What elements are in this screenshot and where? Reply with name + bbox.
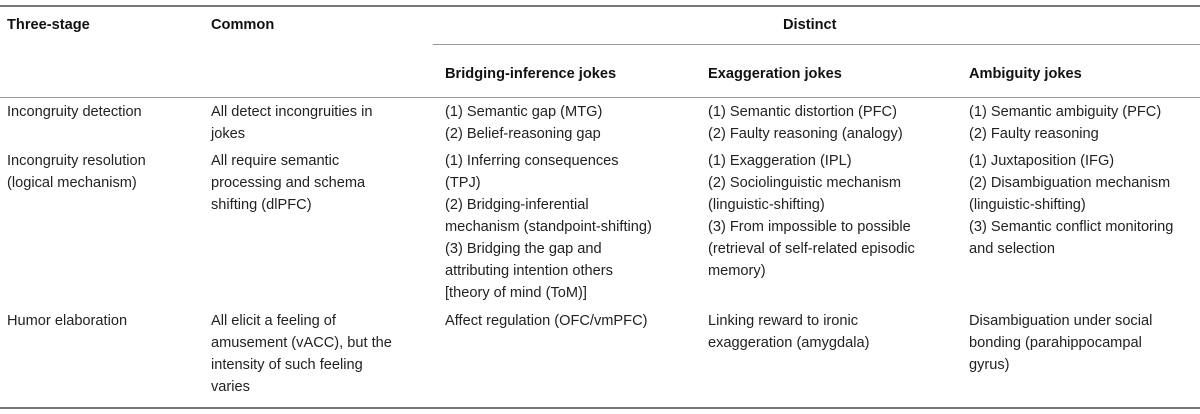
header-three-stage: Three-stage: [7, 17, 90, 33]
table-bottom-rule: [0, 407, 1200, 409]
header-distinct: Distinct: [783, 17, 837, 33]
row-elaboration-stage: Humor elaboration: [7, 313, 128, 329]
row-detection-common: All detect incongruities in jokes: [211, 104, 373, 142]
table-top-rule: [0, 5, 1200, 7]
row-elaboration-common: All elicit a feeling of amusement (vACC), but the intensity of such feeling varies: [211, 313, 392, 395]
row-resolution-ambiguity: (1) Juxtaposition (IFG) (2) Disambiguation mechanism (linguistic-shifting) (3) Semantic conflict monitoring and selection: [969, 153, 1174, 257]
row-detection-exaggeration: (1) Semantic distortion (PFC) (2) Faulty reasoning (analogy): [708, 104, 903, 142]
row-elaboration-bridging: Affect regulation (OFC/vmPFC): [445, 313, 648, 329]
header-bridging-inference-jokes: Bridging-inference jokes: [445, 66, 617, 82]
row-detection-stage: Incongruity detection: [7, 104, 142, 120]
header-common: Common: [211, 17, 275, 33]
row-detection-ambiguity: (1) Semantic ambiguity (PFC) (2) Faulty reasoning: [969, 104, 1162, 142]
header-exaggeration-jokes: Exaggeration jokes: [708, 66, 842, 82]
row-resolution-common: All require semantic processing and schema shifting (dlPFC): [211, 153, 366, 213]
row-resolution-stage: Incongruity resolution (logical mechanism): [7, 153, 146, 191]
row-resolution-exaggeration: (1) Exaggeration (IPL) (2) Sociolinguistic mechanism (linguistic-shifting) (3) From impossible to possible (retrieval of self-related episodic memory): [708, 153, 915, 279]
header-bottom-rule: [0, 97, 1200, 98]
row-elaboration-ambiguity: Disambiguation under social bonding (parahippocampal gyrus): [969, 313, 1153, 373]
row-elaboration-exaggeration: Linking reward to ironic exaggeration (amygdala): [708, 313, 870, 351]
row-resolution-bridging: (1) Inferring consequences (TPJ) (2) Bridging-inferential mechanism (standpoint-shifting) (3) Bridging the gap and attributing intention others [theory of mind (ToM)]: [445, 153, 652, 301]
distinct-subheader-rule: [433, 44, 1200, 45]
row-detection-bridging: (1) Semantic gap (MTG) (2) Belief-reasoning gap: [445, 104, 603, 142]
header-ambiguity-jokes: Ambiguity jokes: [969, 66, 1082, 82]
